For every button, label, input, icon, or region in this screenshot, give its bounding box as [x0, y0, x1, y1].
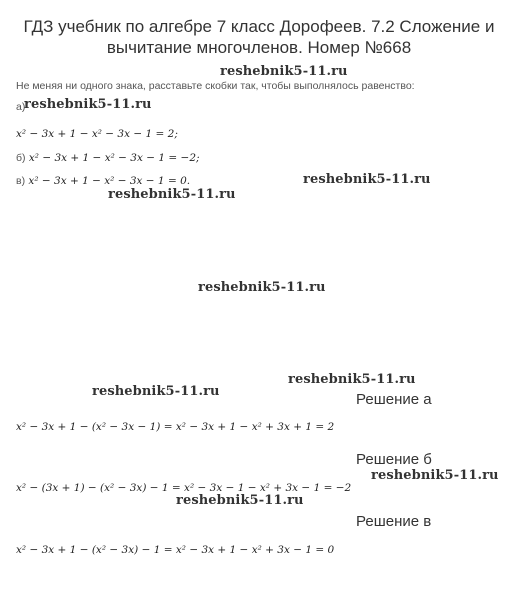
solution-a-heading: Решение а — [356, 391, 432, 408]
watermark: reshebnik5-11.ru — [303, 172, 431, 187]
task-b-equation: x² − 3x + 1 − x² − 3x − 1 = −2; — [28, 152, 200, 164]
watermark: reshebnik5-11.ru — [371, 468, 499, 483]
task-b-label: б) — [16, 152, 26, 164]
task-a-equation: x² − 3x + 1 − x² − 3x − 1 = 2; — [16, 128, 178, 140]
watermark: reshebnik5-11.ru — [92, 384, 220, 399]
task-a-label: а) — [16, 101, 26, 113]
solution-c-equation: x² − 3x + 1 − (x² − 3x) − 1 = x² − 3x + 1 − x² + 3x − 1 = 0 — [16, 544, 335, 556]
task-instruction: Не меняя ни одного знака, расставьте скобки так, чтобы выполнялось равенство: — [16, 80, 415, 92]
task-c-equation: x² − 3x + 1 − x² − 3x − 1 = 0. — [28, 175, 191, 187]
task-b-line — [16, 152, 200, 164]
watermark: reshebnik5-11.ru — [108, 187, 236, 202]
solution-c-heading: Решение в — [356, 513, 432, 530]
page-title: ГДЗ учебник по алгебре 7 класс Дорофеев. 7.2 Сложение и вычитание многочленов. Номер №668 — [23, 17, 495, 57]
solution-a-equation: x² − 3x + 1 − (x² − 3x − 1) = x² − 3x + 1 − x² + 3x + 1 = 2 — [16, 421, 335, 433]
task-c-label: в) — [16, 175, 26, 187]
watermark: reshebnik5-11.ru — [24, 97, 152, 112]
watermark: reshebnik5-11.ru — [220, 64, 348, 79]
watermark: reshebnik5-11.ru — [176, 493, 304, 508]
solution-b-equation: x² − (3x + 1) − (x² − 3x) − 1 = x² − 3x − 1 − x² + 3x − 1 = −2 — [16, 482, 352, 494]
watermark: reshebnik5-11.ru — [288, 372, 416, 387]
watermark: reshebnik5-11.ru — [198, 280, 326, 295]
solution-b-heading: Решение б — [356, 451, 432, 468]
task-c-line — [16, 175, 190, 187]
